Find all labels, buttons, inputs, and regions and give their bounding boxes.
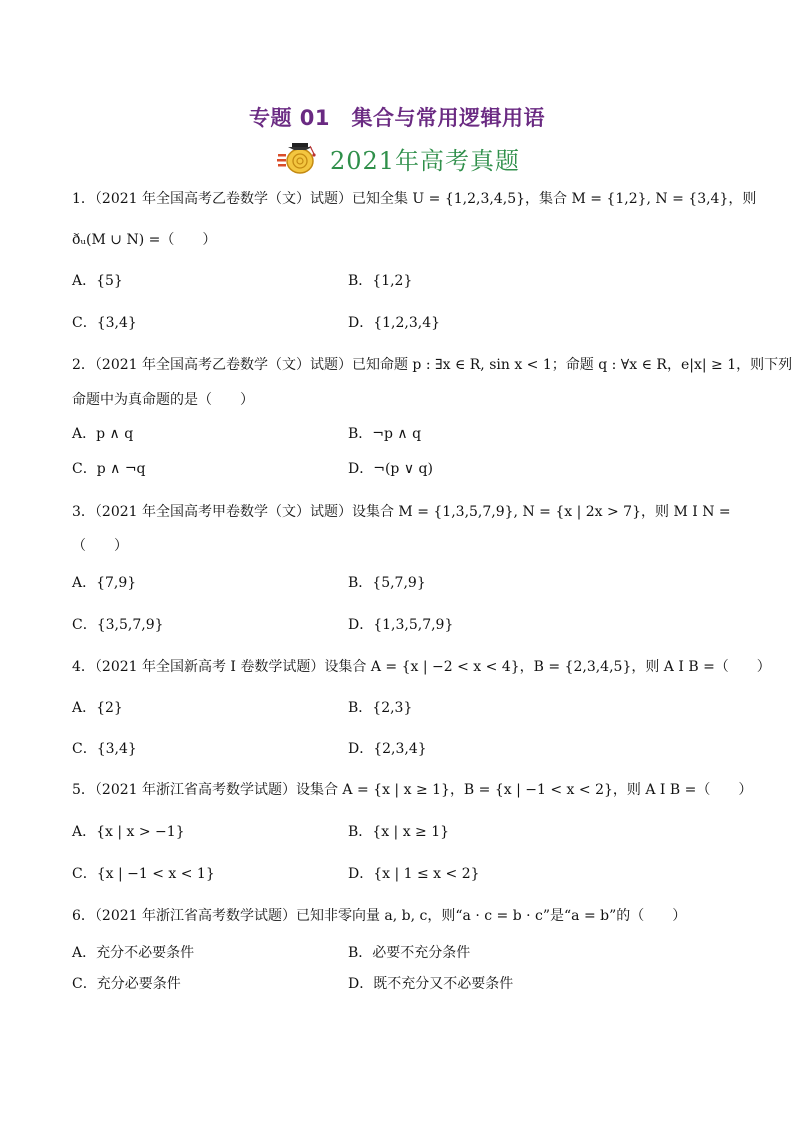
- question-6-option-c: C．充分必要条件: [72, 976, 181, 992]
- question-2-stem-line1: 2．（2021 年全国高考乙卷数学（文）试题）已知命题 p : ∃x ∈ R, sin x < 1；命题 q : ∀x ∈ R，e|x| ≥ 1，则下列: [72, 357, 793, 373]
- mascot-logo-icon: [274, 140, 320, 176]
- question-5-option-b: B．{x | x ≥ 1}: [348, 824, 450, 840]
- question-3-stem-line2: （ ）: [72, 538, 128, 554]
- question-6-option-d: D．既不充分又不必要条件: [348, 976, 514, 992]
- question-1-option-b: B．{1,2}: [348, 273, 413, 289]
- question-4-option-a: A．{2}: [72, 700, 123, 716]
- question-1-stem-line2: ðᵤ(M ∪ N) =（ ）: [72, 232, 217, 248]
- question-1-option-d: D．{1,2,3,4}: [348, 315, 441, 331]
- question-5-option-d: D．{x | 1 ≤ x < 2}: [348, 866, 480, 882]
- question-5-option-c: C．{x | −1 < x < 1}: [72, 866, 215, 882]
- question-4-option-d: D．{2,3,4}: [348, 741, 427, 757]
- question-6-option-a: A．充分不必要条件: [72, 945, 195, 961]
- question-2-option-b: B．¬p ∧ q: [348, 426, 422, 442]
- question-2-option-c: C．p ∧ ¬q: [72, 461, 146, 477]
- subtitle-row: [0, 140, 794, 176]
- question-3-option-a: A．{7,9}: [72, 575, 137, 591]
- question-3-option-d: D．{1,3,5,7,9}: [348, 617, 454, 633]
- question-1-option-c: C．{3,4}: [72, 315, 137, 331]
- question-2-stem-line2: 命题中为真命题的是（ ）: [72, 392, 254, 408]
- question-4-option-c: C．{3,4}: [72, 741, 137, 757]
- question-1-stem-line1: 1．（2021 年全国高考乙卷数学（文）试题）已知全集 U = {1,2,3,4,5}，集合 M = {1,2}, N = {3,4}，则: [72, 191, 757, 207]
- page-title: 专题 01 集合与常用逻辑用语: [248, 106, 546, 130]
- question-6-option-b: B．必要不充分条件: [348, 945, 471, 961]
- question-5-option-a: A．{x | x > −1}: [72, 824, 185, 840]
- page-subtitle: 2021年高考真题: [329, 146, 521, 175]
- question-4-stem-line1: 4．（2021 年全国新高考 I 卷数学试题）设集合 A = {x | −2 < x < 4}，B = {2,3,4,5}，则 A I B =（ ）: [72, 659, 771, 675]
- question-2-option-a: A．p ∧ q: [72, 426, 134, 442]
- question-2-option-d: D．¬(p ∨ q): [348, 461, 433, 477]
- question-6-stem-line1: 6．（2021 年浙江省高考数学试题）已知非零向量 a, b, c，则“a · c = b · c”是“a = b”的（ ）: [72, 908, 687, 924]
- question-3-stem-line1: 3．（2021 年全国高考甲卷数学（文）试题）设集合 M = {1,3,5,7,9}, N = {x | 2x > 7}，则 M I N =: [72, 504, 731, 520]
- question-4-option-b: B．{2,3}: [348, 700, 413, 716]
- question-5-stem-line1: 5．（2021 年浙江省高考数学试题）设集合 A = {x | x ≥ 1}，B = {x | −1 < x < 2}，则 A I B =（ ）: [72, 782, 753, 798]
- question-1-option-a: A．{5}: [72, 273, 123, 289]
- question-3-option-b: B．{5,7,9}: [348, 575, 426, 591]
- question-3-option-c: C．{3,5,7,9}: [72, 617, 164, 633]
